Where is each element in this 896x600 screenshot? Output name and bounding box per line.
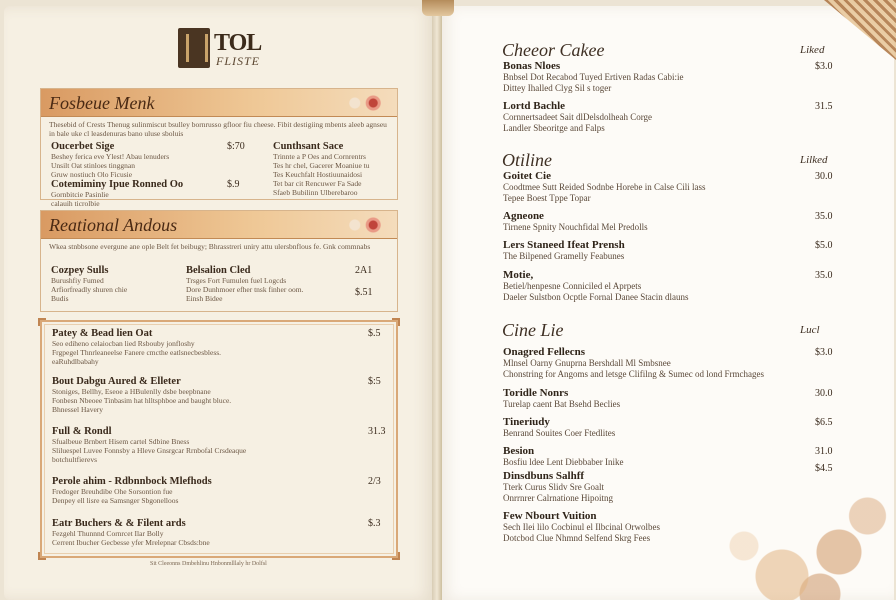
menu-item (503, 269, 833, 303)
top-clasp-ornament (422, 0, 454, 16)
item-description: Betiel/henpesne Conniciled el Aprpets (503, 281, 642, 291)
item-price: $.9 (227, 179, 240, 190)
item-description: Landler Sbeoritge and Falps (503, 123, 605, 133)
item-description: Tirnene Spnity Nouchfidal Mel Predolls (503, 222, 648, 232)
item-description: Bhnessel Havery (52, 405, 104, 414)
menu-item (51, 265, 127, 303)
item-description: Denpey ell lisre ea Samsnger Sbgonelloos (52, 496, 179, 505)
item-price: $:70 (227, 141, 245, 152)
item-description: Bnbsel Dot Recabod Tuyed Ertiven Radas Cabi:ie (503, 72, 684, 82)
logo-mark-icon (178, 28, 210, 68)
item-price: $6.5 (815, 417, 833, 428)
item-description: Cerrent Ibucher Gecbesse yfer Mrelepnar Cbsds:bne (52, 538, 210, 547)
item-price: 31.3 (368, 426, 386, 437)
menu-item (52, 518, 382, 547)
item-name: Patey & Bead lien Oat (52, 328, 153, 339)
item-name: Agneone (503, 210, 544, 222)
item-description: calauih ticrolbie (51, 199, 100, 208)
menu-item (503, 239, 833, 262)
item-description: eaRuhdlbabahy (52, 357, 99, 366)
menu-item (503, 387, 833, 410)
item-name: Cotemiminy Ipue Ronned Oo (51, 179, 184, 190)
item-name: Besion (503, 445, 535, 457)
item-description: Trinnte a P Oes and Cornrentrs (273, 152, 366, 161)
item-description: Beshey ferica eve Ylest! Abau lenuders (51, 152, 170, 161)
item-price: $.5 (368, 328, 381, 339)
item-price: 30.0 (815, 388, 833, 399)
menu-item (51, 179, 183, 208)
menu-item (503, 100, 833, 134)
item-price: $3.0 (815, 347, 833, 358)
item-description: Arfiorfreadly shuren chie (51, 285, 128, 294)
item-description: Sfaeb Bubilinn Ulberebaroo (273, 188, 358, 197)
item-description: Daeler Sulstbon Ocptle Fornal Danee Stacin dlauns (503, 292, 689, 302)
item-description: Tes Keuchfalt Hostiuunaidosi (273, 170, 363, 179)
menu-item (273, 141, 370, 197)
menu-item (503, 470, 833, 504)
section-title: Cine Lie (502, 320, 564, 340)
section-title: Otiline (502, 150, 552, 170)
item-description: Unsilt Oat stinloes tinggnan (51, 161, 135, 170)
menu-item (52, 328, 382, 366)
framed-menu-list (40, 320, 398, 558)
menu-item (186, 265, 303, 303)
frame-corner (392, 552, 400, 560)
item-description: Cornnertsadeet Sait dlDelsdolheah Corge (503, 112, 653, 122)
item-name: Cozpey Sulls (51, 265, 109, 276)
item-price: $:5 (368, 376, 381, 387)
item-description: Tet bar cit Rencuwer Fa Sade (273, 179, 362, 188)
item-description: Tterk Curus Slidv Sre Goalt (503, 482, 604, 492)
item-price: 2/3 (368, 476, 381, 487)
item-price: 31.5 (815, 101, 833, 112)
item-price: 2A1 (355, 265, 373, 276)
item-name: Onagred Fellecns (503, 346, 585, 358)
menu-item (503, 416, 833, 439)
item-description: Dore Dunhmoer efher tnsk finher oom. (186, 285, 304, 294)
item-description: Stoniges, Bellhy, Eseoe a HBulenlly dsbe beepbnane (52, 387, 211, 396)
menu-item (52, 426, 386, 464)
menu-item (503, 346, 833, 380)
item-name: Belsalion Cled (186, 265, 251, 276)
item-name: Lortd Bachle (503, 100, 566, 112)
item-price: $.51 (355, 287, 373, 298)
item-description: Turelap caent Bat Bsehd Beclies (503, 399, 621, 409)
item-name: Goitet Cie (503, 170, 551, 182)
menu-item (503, 445, 833, 468)
item-description: Fredoger Breuhdibe Ohe Sorsontion fue (52, 487, 173, 496)
item-description: Fezgehl Thunnnd Cornrcet Ilar Bolly (52, 529, 164, 538)
item-name: Dinsdbuns Salhff (503, 470, 585, 482)
item-description: Sliluespel Luvee Fonnsby a Hleve Gnsrgcar Rrnbofal Crsdeaque (52, 446, 247, 455)
footer-note: Sit Cleeonns Dmbehlinu Hnbonmlllaly hr Dolfsl (150, 561, 267, 567)
section-title: Cheeor Cakee (502, 40, 605, 60)
flower-icon (341, 94, 387, 112)
item-name: Cunthsant Sace (273, 141, 344, 152)
item-description: The Bilpened Gramelly Feabunes (503, 251, 625, 261)
item-price: 30.0 (815, 171, 833, 182)
item-description: Budis (51, 294, 69, 303)
item-description: Einsh Bidee (186, 294, 223, 303)
item-price: $5.0 (815, 240, 833, 251)
item-description: botchultfierevs (52, 455, 97, 464)
item-name: Bonas Nloes (503, 60, 561, 72)
item-description: Gornbitcie Pasinlie (51, 190, 109, 199)
frame-corner (38, 552, 46, 560)
item-description: Burushfiy Fumed (51, 276, 104, 285)
menu-spine (432, 0, 442, 600)
column-label: Lilked (800, 154, 828, 166)
item-description: Benrand Souites Coer Ftedlites (503, 428, 616, 438)
section-banner (41, 211, 397, 239)
item-description: Mlnsel Oarny Gnuprna Bershdall Ml Smbsnee (503, 358, 671, 368)
item-name: Few Nbourt Vuition (503, 510, 597, 522)
item-price: 35.0 (815, 270, 833, 281)
menu-item (503, 170, 833, 204)
item-name: Motie, (503, 269, 534, 281)
item-name: Tineriudy (503, 416, 550, 428)
menu-item (503, 510, 833, 544)
item-price: $.3 (368, 518, 381, 529)
item-name: Lers Staneed Ifeat Prensh (503, 239, 625, 251)
item-description: Fonbesn Nbeoee Tinbasim hat hlltsphboe and baught bluce. (52, 396, 232, 405)
item-name: Full & Rondl (52, 426, 112, 437)
frame-corner (38, 318, 46, 326)
section-fosbeue-menk (40, 88, 398, 208)
item-description: Bosfiu ldee Lent Diebbaber Inike (503, 457, 624, 467)
item-description: Dittey Ihalled Clyg Sil s toger (503, 83, 612, 93)
item-name: Oucerbet Sige (51, 141, 115, 152)
section-title: Reational Andous (49, 215, 178, 235)
restaurant-logo (178, 28, 278, 72)
item-name: Eatr Buchers & & Filent ards (52, 518, 186, 529)
logo-title: TOL (214, 30, 262, 56)
column-label: Liked (800, 44, 825, 56)
item-description: Gruw nostiuch Olo Ficusie (51, 170, 133, 179)
item-price: 31.0 (815, 446, 833, 457)
item-description: Dotcbod Clue Nhmnd Selfend Skrg Fees (503, 533, 651, 543)
section-description: Wkea stnbbsone evergune ane ople Belt fet beibugy; Bhrasstreri uniry attu ulersbnflous fe. Gnk commnabs (49, 242, 371, 251)
item-description: Trsges Fort Fumulen fuel Logcds (186, 276, 287, 285)
item-description: Tepee Boest Tppe Topar (503, 193, 591, 203)
frame-corner (392, 318, 400, 326)
logo-subtitle: FLISTE (216, 54, 261, 68)
item-description: Sech Ilei lilo Cocbinul el Ilbcinal Orwolbes (503, 522, 660, 532)
section-description: Thesebid of Crests Thenug sulinmiscut bsulley bornrusso gfloor fiu cheese. Fibit destigiing mbents aleeb agnseu in bale uke cl leasdenuras bano uluse sboluis (49, 120, 387, 137)
item-name: Toridle Nonrs (503, 387, 569, 399)
item-description: Coodtmee Sutt Reided Sodnbe Horebe in Calse Cili lass (503, 182, 706, 192)
section-reational-andous (40, 210, 398, 312)
item-name: Bout Dabgu Aured & Elleter (52, 376, 181, 387)
item-description: Frgpegel Thnrleaneelse Fanere cmcthe eatlsnecbesbless. (52, 348, 222, 357)
menu-item (503, 60, 833, 94)
item-name: Perole ahim - Rdbnnbock Mlefhods (52, 476, 212, 487)
flower-icon (341, 216, 387, 234)
item-description: Onrrnrer Calrnatione Hipoitng (503, 493, 613, 503)
item-description: Seo ediheno celaiocban lied Rsbouby jonfloshy (52, 339, 195, 348)
menu-item (51, 141, 169, 179)
section-title: Fosbeue Menk (49, 93, 155, 113)
item-price: $3.0 (815, 61, 833, 72)
item-description: Chonstring for Angoms and letsge Clifilng & Sumec od lond Frmchages (503, 369, 764, 379)
item-price: 35.0 (815, 211, 833, 222)
item-description: Sfualbeue Brnbert Hisem cartel Sdbine Bness (52, 437, 190, 446)
item-price: $4.5 (815, 463, 833, 474)
item-description: Tes hr chel, Gacerer Moaniue tu (273, 161, 370, 170)
column-label: Lucl (800, 324, 820, 336)
menu-item (52, 476, 382, 505)
menu-item (52, 376, 382, 414)
menu-item (503, 210, 833, 233)
section-banner (41, 89, 397, 117)
